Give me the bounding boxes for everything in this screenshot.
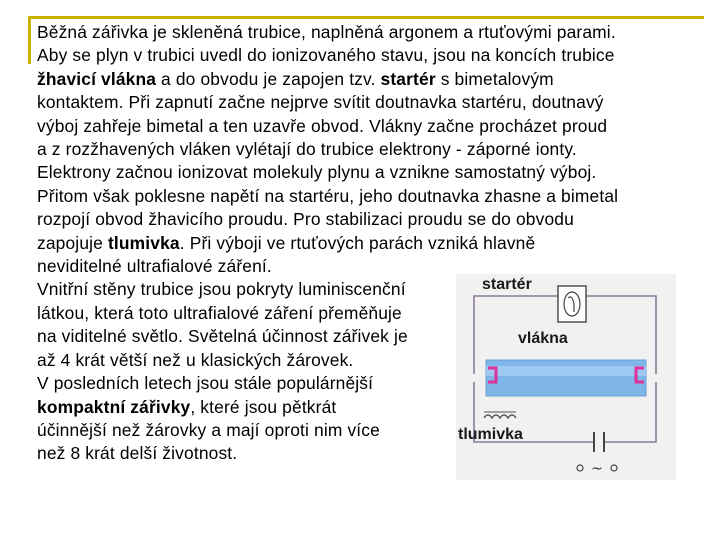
label-vlakna: vlákna xyxy=(518,330,568,347)
text-line: Běžná zářivka je skleněná trubice, naplněná argonem a rtuťovými parami. xyxy=(37,22,616,42)
ac-terminal-left-icon xyxy=(577,465,583,471)
text-fragment: . Při výboji ve rtuťových parách vzniká hlavně xyxy=(179,232,536,253)
ac-symbol: ~ xyxy=(591,461,603,477)
accent-bar-horizontal xyxy=(28,16,704,19)
fluorescent-lamp-diagram xyxy=(456,274,676,480)
text-fragment: zapojuje xyxy=(37,232,108,253)
text-line: na viditelné světlo. Světelná účinnost zářivek je xyxy=(37,326,408,347)
starter-icon xyxy=(558,286,586,322)
text-fragment: s bimetalovým xyxy=(435,68,554,89)
text-line: Elektrony začnou ionizovat molekuly plynu a vznikne samostatný výboj. xyxy=(37,162,597,183)
tube-icon xyxy=(486,360,646,396)
text-line: rozpojí obvod žhavicího proudu. Pro stabilizaci proudu se do obvodu xyxy=(37,209,574,230)
text-line: účinnější než žárovky a mají oproti nim více xyxy=(37,419,380,440)
text-line: než 8 krát delší životnost. xyxy=(37,443,238,464)
term-kompaktni-zarivky: kompaktní zářivky xyxy=(37,396,191,417)
text-fragment: , které jsou pětkrát xyxy=(190,396,337,417)
text-fragment: a do obvodu je zapojen tzv. xyxy=(156,68,381,89)
term-starter: startér xyxy=(380,68,436,89)
term-tlumivka: tlumivka xyxy=(107,232,180,253)
accent-bar-vertical xyxy=(28,16,31,64)
text-line: až 4 krát větší než u klasických žárovek. xyxy=(37,349,354,370)
text-line: neviditelné ultrafialové záření. xyxy=(37,256,272,277)
text-line: Vnitřní stěny trubice jsou pokryty luminiscenční xyxy=(37,279,406,300)
text-line: V posledních letech jsou stále populárnější xyxy=(37,373,374,394)
ac-terminal-right-icon xyxy=(611,465,617,471)
tube-highlight xyxy=(486,366,646,376)
choke-coil-icon xyxy=(484,415,516,418)
label-tlumivka: tlumivka xyxy=(458,426,523,443)
circuit-svg xyxy=(456,274,676,480)
text-line: kontaktem. Při zapnutí začne nejprve svítit doutnavka startéru, doutnavý xyxy=(37,92,604,113)
term-zhavici-vlakna: žhavicí vlákna xyxy=(37,68,157,89)
text-line: Přitom však poklesne napětí na startéru, jeho doutnavka zhasne a bimetal xyxy=(37,185,619,206)
text-line: Aby se plyn v trubici uvedl do ionizovaného stavu, jsou na koncích trubice xyxy=(37,45,615,66)
text-line: výboj zahřeje bimetal a ten uzavře obvod. Vlákny začne procházet proud xyxy=(37,115,608,136)
text-line: a z rozžhavených vláken vylétají do trubice elektrony - záporné ionty. xyxy=(37,139,577,160)
label-starter: startér xyxy=(482,276,532,293)
text-line: látkou, která toto ultrafialové záření přeměňuje xyxy=(37,302,402,323)
